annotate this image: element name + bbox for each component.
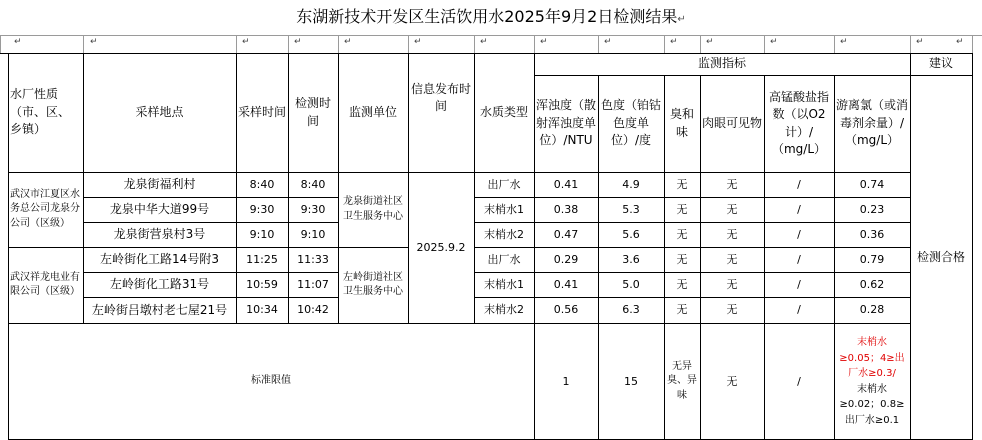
header-publish-time: 信息发布时间 (410, 82, 471, 114)
cell-sample: 11:25 (246, 252, 278, 266)
cell-turbidity: 0.41 (553, 277, 579, 291)
cell-sample: 10:34 (246, 303, 278, 317)
cell-color: 3.6 (622, 252, 640, 266)
cell-perm: / (797, 202, 801, 216)
cell-chlorine: 0.74 (859, 177, 885, 191)
cell-site: 龙泉街福利村 (123, 177, 196, 191)
plant-group-1: 武汉市江夏区水务总公司龙泉分公司（区级） (10, 188, 80, 229)
header-water-type: 水质类型 (479, 104, 528, 119)
cell-type: 末梢水2 (484, 227, 524, 241)
cell-sample: 10:59 (246, 277, 278, 291)
cell-type: 末梢水2 (484, 303, 524, 317)
cell-perm: / (797, 252, 801, 266)
cell-sample: 8:40 (249, 177, 275, 191)
cell-chlorine: 0.62 (859, 277, 885, 291)
cell-sample: 9:10 (249, 227, 275, 241)
paragraph-mark-icon: ↵ (414, 37, 422, 47)
limit-chlorine-red: 末梢水≥0.05；4≥出厂水≥0.3/ (839, 337, 905, 379)
cell-perm: / (797, 227, 801, 241)
cell-chlorine: 0.28 (859, 303, 885, 317)
cell-chlorine: 0.79 (859, 252, 885, 266)
cell-turbidity: 0.56 (553, 303, 579, 317)
unit-group-2: 左岭街道社区卫生服务中心 (343, 271, 403, 297)
cell-type: 末梢水1 (484, 202, 524, 216)
limit-chlorine-black: 末梢水≥0.02；0.8≥出厂水≥0.1 (839, 383, 905, 426)
cell-visible: 无 (726, 252, 738, 266)
page-title: 东湖新技术开发区生活饮用水2025年9月2日检测结果↵ (296, 7, 686, 26)
cell-test: 8:40 (300, 177, 326, 191)
limits-label: 标准限值 (251, 375, 291, 387)
header-sample-time: 采样时间 (238, 104, 287, 119)
cell-site: 龙泉街营泉村3号 (113, 227, 206, 241)
cell-color: 5.0 (622, 277, 640, 291)
limit-permanganate: / (797, 374, 801, 388)
header-unit: 监测单位 (348, 104, 397, 119)
cell-visible: 无 (726, 303, 738, 317)
header-suggestion: 建议 (928, 56, 953, 71)
header-permanganate: 高锰酸盐指数（以O2计）/（mg/L） (768, 89, 829, 156)
cell-odor: 无 (676, 227, 688, 241)
cell-test: 11:33 (297, 252, 329, 266)
header-visible: 肉眼可见物 (702, 115, 763, 130)
cell-site: 龙泉中华大道99号 (109, 202, 210, 216)
cell-type: 末梢水1 (484, 277, 524, 291)
header-chlorine: 游离氯（或消毒剂余量）/（mg/L） (836, 98, 909, 148)
limit-visible: 无 (726, 374, 738, 388)
cell-test: 9:30 (300, 202, 326, 216)
header-indicators: 监测指标 (697, 56, 746, 71)
cell-turbidity: 0.29 (553, 252, 579, 266)
cell-odor: 无 (676, 202, 688, 216)
unit-group-1: 龙泉街道社区卫生服务中心 (343, 196, 403, 222)
cell-site: 左岭街吕墩村老七屋21号 (91, 302, 228, 317)
limit-chlorine (834, 323, 910, 440)
cell-sample: 9:30 (249, 202, 275, 216)
cell-odor: 无 (676, 303, 688, 317)
header-odor: 臭和味 (669, 107, 694, 139)
paragraph-mark-icon: ↵ (956, 37, 964, 47)
results-table (0, 35, 982, 440)
suggestion-value: 检测合格 (916, 249, 965, 264)
cell-test: 10:42 (297, 303, 329, 317)
cell-visible: 无 (726, 277, 738, 291)
cell-color: 5.6 (622, 227, 640, 241)
cell-perm: / (797, 177, 801, 191)
header-turbidity: 浑浊度（散射浑浊度单位）/NTU (536, 98, 597, 148)
paragraph-mark-icon: ↵ (916, 37, 924, 47)
cell-color: 6.3 (622, 303, 640, 317)
cell-perm: / (797, 277, 801, 291)
paragraph-mark-icon: ↵ (540, 37, 548, 47)
cell-chlorine: 0.23 (859, 202, 885, 216)
paragraph-mark-icon: ↵ (294, 37, 302, 47)
cell-odor: 无 (676, 252, 688, 266)
cell-color: 5.3 (622, 202, 640, 216)
cell-visible: 无 (726, 177, 738, 191)
cell-odor: 无 (676, 277, 688, 291)
cell-type: 出厂水 (487, 177, 521, 191)
header-plant: 水厂性质（市、区、乡镇） (10, 87, 71, 137)
cell-color: 4.9 (622, 177, 640, 191)
paragraph-mark-icon: ↵ (706, 37, 714, 47)
paragraph-mark-icon: ↵ (242, 37, 250, 47)
cell-odor: 无 (676, 177, 688, 191)
paragraph-mark-icon: ↵ (14, 37, 22, 47)
limit-color: 15 (624, 374, 638, 388)
limit-turbidity: 1 (562, 374, 570, 388)
cell-chlorine: 0.36 (859, 227, 885, 241)
paragraph-mark-icon: ↵ (90, 37, 98, 47)
cell-test: 11:07 (297, 277, 329, 291)
paragraph-mark-icon: ↵ (344, 37, 352, 47)
paragraph-mark-icon: ↵ (480, 37, 488, 47)
cell-site: 左岭街化工路14号附3 (100, 252, 219, 266)
publish-date: 2025.9.2 (416, 240, 466, 254)
paragraph-mark-icon: ↵ (770, 37, 778, 47)
header-color: 色度（铂钴色度单位）/度 (600, 98, 661, 148)
plant-group-2: 武汉祥龙电业有限公司（区级） (10, 271, 80, 297)
cell-turbidity: 0.41 (553, 177, 579, 191)
cell-perm: / (797, 303, 801, 317)
paragraph-mark-icon: ↵ (840, 37, 848, 47)
cell-visible: 无 (726, 227, 738, 241)
paragraph-mark-icon: ↵ (670, 37, 678, 47)
cell-visible: 无 (726, 202, 738, 216)
cell-site: 左岭街化工路31号 (109, 277, 210, 291)
header-test-time: 检测时间 (294, 96, 331, 128)
header-site: 采样地点 (135, 104, 184, 119)
cell-turbidity: 0.47 (553, 227, 579, 241)
cell-type: 出厂水 (487, 252, 521, 266)
paragraph-mark-icon: ↵ (604, 37, 612, 47)
cell-test: 9:10 (300, 227, 326, 241)
cell-turbidity: 0.38 (553, 202, 579, 216)
limit-odor: 无异臭、异味 (667, 360, 697, 401)
